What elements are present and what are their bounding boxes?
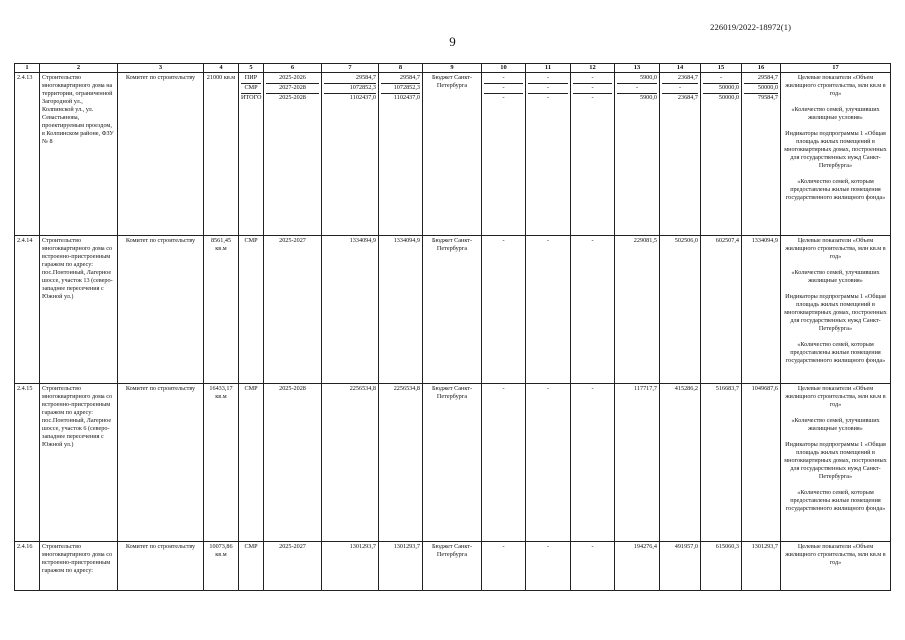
- column-header: 7: [322, 64, 379, 73]
- cost-value: 1301293,7: [322, 542, 379, 591]
- column-header: 12: [571, 64, 615, 73]
- year-value: -: [484, 83, 523, 93]
- cost-value: 2256534,8: [322, 384, 379, 542]
- capacity: 16433,17 кв.м: [204, 384, 239, 542]
- year-value: -: [484, 93, 523, 103]
- period: 2025-2027: [264, 542, 322, 591]
- year-value: 615060,3: [701, 542, 742, 591]
- year-value: 502506,0: [660, 236, 701, 384]
- year-value: -: [591, 74, 594, 82]
- period: 2025-2027: [264, 236, 322, 384]
- year-value: 117717,7: [615, 384, 660, 542]
- year-value: -: [526, 236, 571, 384]
- financing-value: 1102437,0: [381, 93, 420, 103]
- column-header: 9: [423, 64, 482, 73]
- capacity: 21000 кв.м: [204, 73, 239, 236]
- indicator-text: Целевые показатели «Объем жилищного строительства, млн кв.м в год»: [785, 237, 886, 261]
- year-value: 50000,0: [703, 93, 739, 103]
- program-table: [14, 63, 891, 591]
- financing-value: 1072852,3: [381, 83, 420, 93]
- row-id: 2.4.14: [15, 236, 40, 384]
- funding-source: Бюджет Санкт-Петербурга: [423, 384, 482, 542]
- indicator-text: «Количество семей, улучшивших жилищные условия»: [791, 106, 880, 122]
- cost-value: 1072852,3: [324, 83, 376, 93]
- indicator-text: «Количество семей, которым предоставлены жилые помещения государственного жилищного фонда»: [785, 488, 886, 512]
- executor: Комитет по строительству: [118, 384, 204, 542]
- column-header: 3: [118, 64, 204, 73]
- period-cell: [264, 73, 322, 236]
- column-header: 6: [264, 64, 322, 73]
- year-value: -: [528, 93, 568, 103]
- executor: Комитет по строительству: [118, 236, 204, 384]
- year-value: 5900,0: [639, 74, 657, 82]
- year-value: -: [573, 83, 612, 93]
- year-value: 491957,0: [660, 542, 701, 591]
- column-header: 4: [204, 64, 239, 73]
- indicator-text: «Количество семей, которым предоставлены жилые помещения государственного жилищного фонда»: [785, 177, 886, 201]
- year-value: 23684,7: [662, 93, 698, 103]
- table-row: [15, 542, 891, 591]
- year-value: 29584,7: [757, 74, 778, 82]
- financing-cell: [379, 73, 423, 236]
- column-header: 13: [615, 64, 660, 73]
- cost-value: 29584,7: [355, 74, 376, 82]
- year-value: 50000,0: [703, 83, 739, 93]
- year-cell: [571, 73, 615, 236]
- document-registration-number: 226019/2022-18972(1): [710, 22, 791, 32]
- year-cell: [482, 73, 526, 236]
- cost-value: 1334094,9: [322, 236, 379, 384]
- indicator-text: Индикаторы подпрограммы 1 «Общая площадь жилых помещений в многоквартирных домах, построенных для государственных нужд Санкт-Петербурга»: [784, 441, 887, 480]
- column-number-row: [15, 64, 891, 73]
- column-header: 1: [15, 64, 40, 73]
- year-value: 23684,7: [677, 74, 698, 82]
- row-id: 2.4.16: [15, 542, 40, 591]
- financing-value: 1334094,9: [379, 236, 423, 384]
- indicator-text: Индикаторы подпрограммы 1 «Общая площадь жилых помещений в многоквартирных домах, построенных для государственных нужд Санкт-Петербурга»: [784, 293, 887, 332]
- object-name: Строительство многоквартирного дома со встроенно-пристроенным гаражом по адресу:: [40, 542, 118, 591]
- year-value: -: [617, 83, 657, 93]
- stage: ИТОГО: [241, 94, 262, 102]
- year-cell: [526, 73, 571, 236]
- indicator-text: Целевые показатели «Объем жилищного строительства, млн кв.м в год»: [785, 385, 886, 409]
- year-value: -: [482, 236, 526, 384]
- stage: СМР: [239, 542, 264, 591]
- year-value: 1301293,7: [742, 542, 781, 591]
- cost-cell: [322, 73, 379, 236]
- period: 2027-2028: [266, 83, 319, 93]
- column-header: 14: [660, 64, 701, 73]
- stage-cell: [239, 73, 264, 236]
- year-value: 415286,2: [660, 384, 701, 542]
- stage: СМР: [239, 384, 264, 542]
- financing-value: 2256534,8: [379, 384, 423, 542]
- row-id: 2.4.15: [15, 384, 40, 542]
- stage: СМР: [239, 236, 264, 384]
- period: 2025-2028: [264, 384, 322, 542]
- executor: Комитет по строительству: [118, 542, 204, 591]
- year-value: -: [526, 542, 571, 591]
- year-value: 1049687,6: [742, 384, 781, 542]
- indicators: [781, 542, 891, 591]
- table-row: [15, 236, 891, 384]
- indicator-text: «Количество семей, улучшивших жилищные условия»: [791, 417, 880, 433]
- period: 2025-2026: [279, 74, 306, 82]
- year-value: -: [571, 384, 615, 542]
- year-value: 194276,4: [615, 542, 660, 591]
- year-value: -: [571, 236, 615, 384]
- year-value: -: [571, 542, 615, 591]
- year-value: -: [482, 542, 526, 591]
- period: 2025-2028: [266, 93, 319, 103]
- funding-source: Бюджет Санкт-Петербурга: [423, 542, 482, 591]
- year-value: 516683,7: [701, 384, 742, 542]
- object-name: Строительство многоквартирного дома со встроенно-пристроенным гаражом по адресу: пос.Понтонный, Лагерное шоссе, участок 13 (северо-западнее пересечения с Южной ул.): [40, 236, 118, 384]
- row-id: 2.4.13: [15, 73, 40, 236]
- object-name: Строительство многоквартирного дома на территории, ограниченной Загородной ул., Колпинской ул., ул. Севастьянова, проектируемым проездом, в Колпинском районе, ФЗУ № 8: [40, 73, 118, 236]
- year-value: -: [528, 83, 568, 93]
- stage: СМР: [241, 83, 261, 93]
- indicators: [781, 73, 891, 236]
- year-value: 1334094,9: [742, 236, 781, 384]
- year-value: 5900,0: [617, 93, 657, 103]
- year-value: 79584,7: [744, 93, 778, 103]
- indicator-text: «Количество семей, улучшивших жилищные условия»: [791, 269, 880, 285]
- stage: ПИР: [244, 74, 258, 82]
- year-cell: [701, 73, 742, 236]
- year-cell: [742, 73, 781, 236]
- column-header: 2: [40, 64, 118, 73]
- table-row: [15, 384, 891, 542]
- column-header: 10: [482, 64, 526, 73]
- year-value: -: [719, 74, 723, 82]
- indicators: [781, 236, 891, 384]
- year-value: -: [662, 83, 698, 93]
- object-name: Строительство многоквартирного дома со встроенно-пристроенным гаражом по адресу: пос.Понтонный, Лагерное шоссе, участок 6 (северо-западнее пересечения с Южной ул.): [40, 384, 118, 542]
- column-header: 15: [701, 64, 742, 73]
- capacity: 10073,86 кв.м: [204, 542, 239, 591]
- indicator-text: Индикаторы подпрограммы 1 «Общая площадь жилых помещений в многоквартирных домах, построенных для государственных нужд Санкт-Петербурга»: [784, 130, 887, 169]
- column-header: 17: [781, 64, 891, 73]
- year-cell: [660, 73, 701, 236]
- capacity: 8561,45 кв.м: [204, 236, 239, 384]
- year-value: -: [482, 384, 526, 542]
- year-value: -: [526, 384, 571, 542]
- indicator-text: Целевые показатели «Объем жилищного строительства, млн кв.м в год»: [785, 543, 886, 567]
- indicator-text: «Количество семей, которым предоставлены жилые помещения государственного жилищного фонда»: [785, 340, 886, 364]
- column-header: 16: [742, 64, 781, 73]
- year-value: -: [546, 74, 550, 82]
- financing-value: 1301293,7: [379, 542, 423, 591]
- funding-source: Бюджет Санкт-Петербурга: [423, 73, 482, 236]
- year-value: -: [573, 93, 612, 103]
- table-row: [15, 73, 891, 236]
- year-cell: [615, 73, 660, 236]
- financing-value: 29584,7: [399, 74, 420, 82]
- cost-value: 1102437,0: [324, 93, 376, 103]
- executor: Комитет по строительству: [118, 73, 204, 236]
- indicator-text: Целевые показатели «Объем жилищного строительства, млн кв.м в год»: [785, 74, 886, 98]
- year-value: 229081,5: [615, 236, 660, 384]
- year-value: 50000,0: [744, 83, 778, 93]
- indicators: [781, 384, 891, 542]
- year-value: -: [502, 74, 505, 82]
- column-header: 11: [526, 64, 571, 73]
- column-header: 8: [379, 64, 423, 73]
- year-value: 602507,4: [701, 236, 742, 384]
- column-header: 5: [239, 64, 264, 73]
- page-number: 9: [449, 34, 456, 49]
- funding-source: Бюджет Санкт-Петербурга: [423, 236, 482, 384]
